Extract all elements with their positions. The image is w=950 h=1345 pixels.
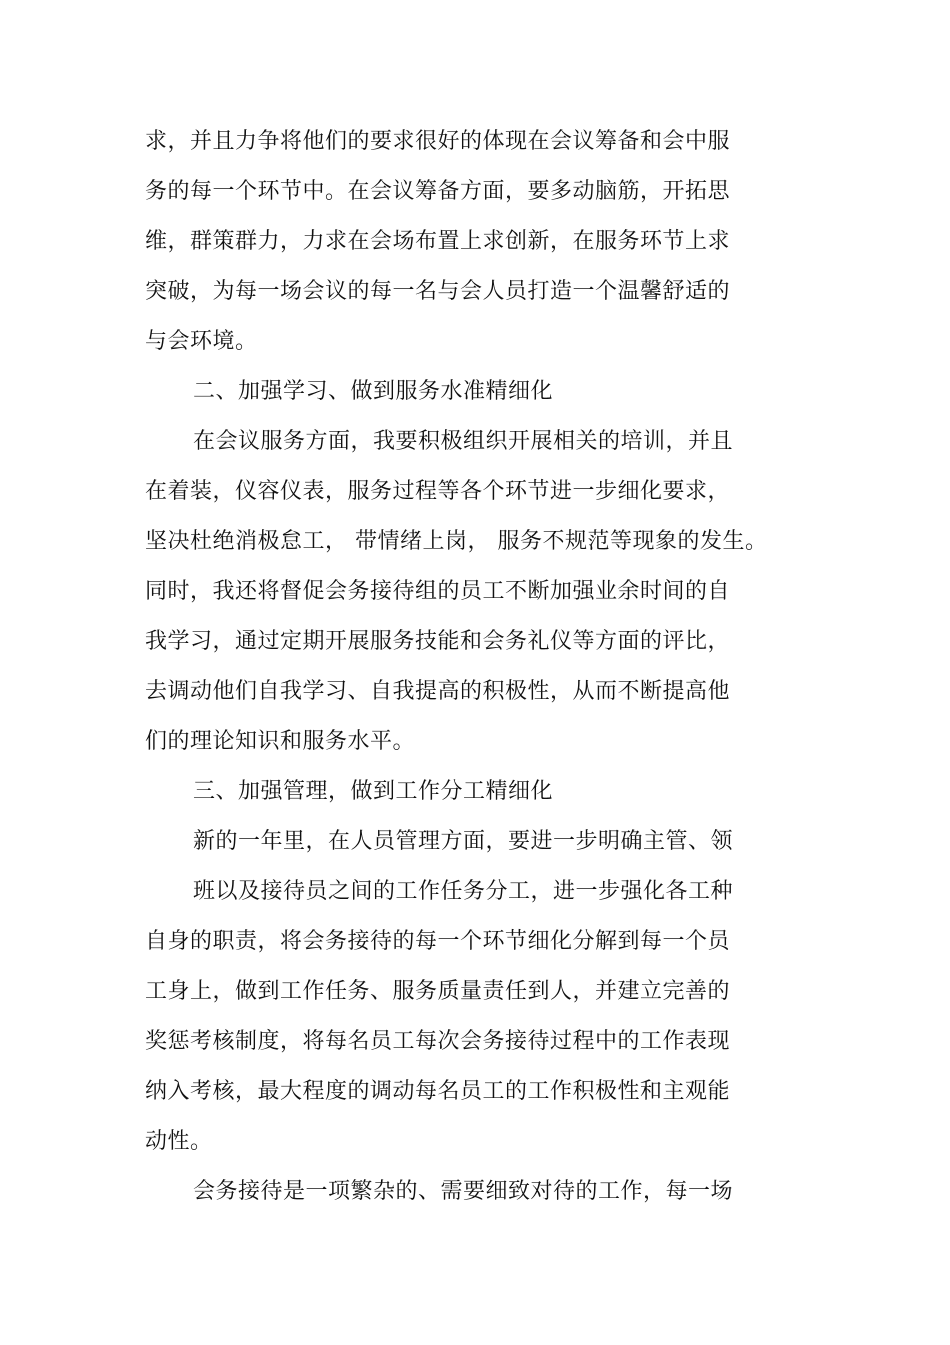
text-line: 新的一年里，在人员管理方面，要进一步明确主管、领 xyxy=(193,829,734,854)
text-line: 求，并且力争将他们的要求很好的体现在会议筹备和会中服 xyxy=(145,129,731,154)
text-line: 们的理论知识和服务水平。 xyxy=(145,729,416,754)
text-line: 在会议服务方面，我要积极组织开展相关的培训，并且 xyxy=(193,429,734,454)
text-line: 在着装，仪容仪表，服务过程等各个环节进一步细化要求， xyxy=(145,479,731,504)
text-line: 与会环境。 xyxy=(145,329,258,354)
text-line: 我学习，通过定期开展服务技能和会务礼仪等方面的评比， xyxy=(145,629,731,654)
text-line: 工身上，做到工作任务、服务质量责任到人，并建立完善的 xyxy=(145,979,731,1004)
text-line: 维，群策群力，力求在会场布置上求创新，在服务环节上求 xyxy=(145,229,731,254)
text-line: 会务接待是一项繁杂的、需要细致对待的工作，每一场 xyxy=(193,1179,734,1204)
text-line: 坚决杜绝消极怠工， 带情绪上岗， 服务不规范等现象的发生。 xyxy=(145,529,768,554)
text-line: 务的每一个环节中。在会议筹备方面，要多动脑筋，开拓思 xyxy=(145,179,731,204)
text-line: 突破，为每一场会议的每一名与会人员打造一个温馨舒适的 xyxy=(145,279,731,304)
text-line: 去调动他们自我学习、自我提高的积极性，从而不断提高他 xyxy=(145,679,731,704)
section-heading: 二、加强学习、做到服务水准精细化 xyxy=(193,379,554,404)
text-line: 纳入考核，最大程度的调动每名员工的工作积极性和主观能 xyxy=(145,1079,731,1104)
text-line: 班以及接待员之间的工作任务分工，进一步强化各工种 xyxy=(193,879,734,904)
section-heading: 三、加强管理，做到工作分工精细化 xyxy=(193,779,554,804)
text-line: 动性。 xyxy=(145,1129,213,1154)
text-line: 奖惩考核制度，将每名员工每次会务接待过程中的工作表现 xyxy=(145,1029,731,1054)
text-line: 同时，我还将督促会务接待组的员工不断加强业余时间的自 xyxy=(145,579,731,604)
text-line: 自身的职责，将会务接待的每一个环节细化分解到每一个员 xyxy=(145,929,731,954)
